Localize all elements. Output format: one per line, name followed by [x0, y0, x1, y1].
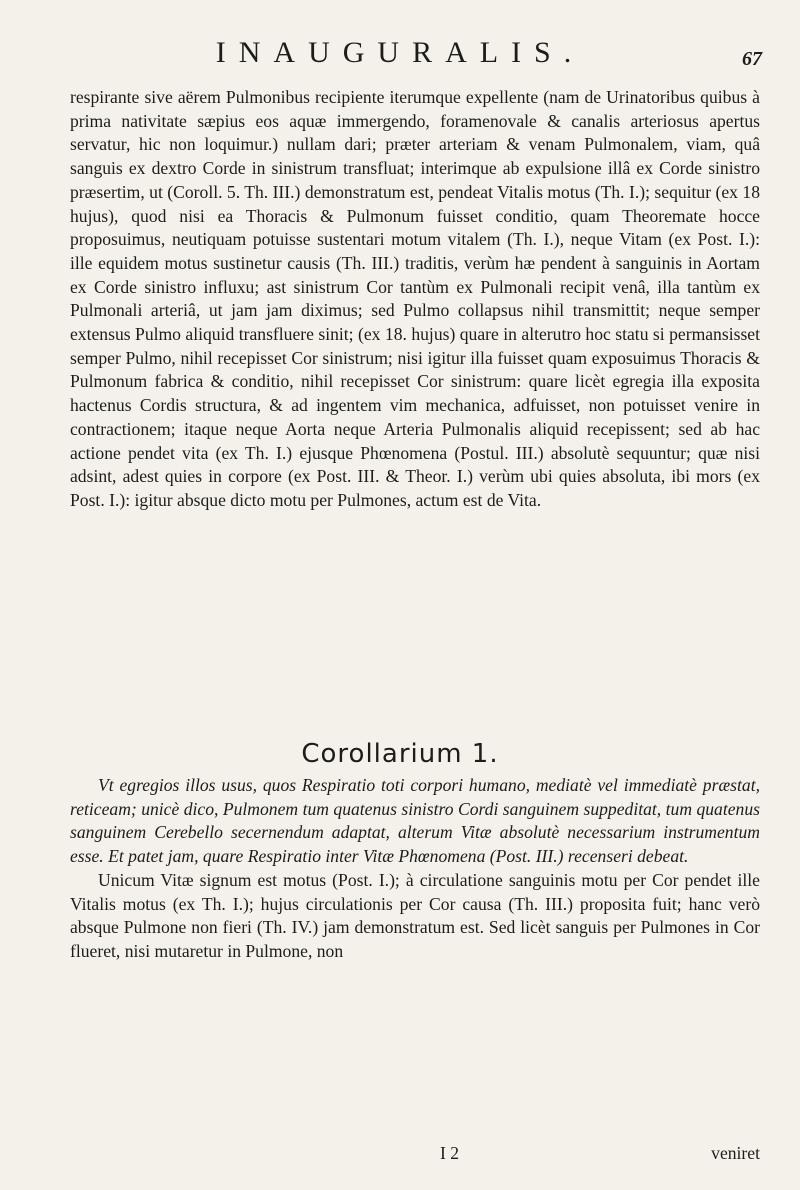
paragraph-1: respirante sive aërem Pulmonibus recipiente iterumque expellente (nam de Urinatoribus quibus à prima nativitate sæpius eos aquæ immergendo, foramenovale & canalis arteriosus apertus servatur, hic non loquimur.) nullam dari; præter arteriam & venam Pulmonalem, viam, quâ sanguis ex dextro Corde in sinistrum transfluat; interimque ab expulsione illâ ex Corde sinistro præsertim, ut (Coroll. 5. Th. III.) demonstratum est, pendeat Vitalis motus (Th. I.); sequitur (ex 18 hujus), quod nisi ea Thoracis & Pulmonum fuisset conditio, quam Theoremate hocce proposuimus, neutiquam potuisse sustentari motum vitalem (Th. I.), neque Vitam (ex Post. I.): ille equidem motus sustinetur causis (Th. III.) traditis, verùm hæ pendent à sanguinis in Aortam ex Corde sinistro influxu; ast sinistrum Cor tantùm ex Pulmonali recipit venâ, illa tantùm ex Pulmonali arteriâ, ut jam jam diximus; sed Pulmo collapsus nihil transmittit; neque semper extensus Pulmo aliquid transfluere sinit; (ex 18. hujus) quare in alterutro hoc statu si permansisset semper Pulmo, nihil recepisset Cor sinistrum; nisi igitur illa fuisset quam exposuimus Thoracis & Pulmonum fabrica & conditio, nihil recepisset Cor sinistrum: quare licèt egregia illa exposita hactenus Cordis structura, & ad ingentem vim mechanica, adfuisset, non potuisset venire in contractionem; itaque neque Aorta neque Arteria Pulmonalis aliquid recepissent; sed ab hac actione pendet vita (ex Th. I.) ejusque Phœnomena (Postul. III.) absolutè sequuntur; quæ nisi adsint, adest quies in corpore (ex Post. III. & Theor. I.) verùm ubi quies absoluta, ibi mors (ex Post. I.): igitur absque dicto motu per Pulmones, actum est de Vita.: [70, 87, 760, 510]
paragraph-3: Unicum Vitæ signum est motus (Post. I.); à circulatione sanguinis motu per Cor pendet ille Vitalis motus (ex Th. I.); hujus circulationis per Cor causa (Th. III.) proposita fuit; hanc verò absque Pulmone non fieri (Th. IV.) jam demonstratum est. Sed licèt sanguis per Pulmones in Cor flueret, nisi mutaretur in Pulmone, non: [70, 869, 760, 961]
body-text-top: [70, 86, 760, 513]
corollary-heading: Corollarium 1.: [301, 739, 499, 769]
page-number: 67: [742, 48, 762, 70]
signature-mark: I 2: [440, 1143, 460, 1163]
body-text-bottom: [70, 774, 760, 964]
catchword: veniret: [711, 1143, 760, 1163]
running-head: INAUGURALIS.: [215, 36, 585, 69]
paragraph-2: Vt egregios illos usus, quos Respiratio toti corpori humano, mediatè vel immediatè præstat, reticeam; unicè dico, Pulmonem tum quatenus sinistro Cordi sanguinem suppeditat, tum quatenus sanguinem Cerebello secernendum adaptat, alterum Vitæ absolutè necessarium instrumentum esse. Et patet jam, quare Respiratio inter Vitæ Phœnomena (Post. III.) recenseri debeat.: [70, 775, 760, 867]
